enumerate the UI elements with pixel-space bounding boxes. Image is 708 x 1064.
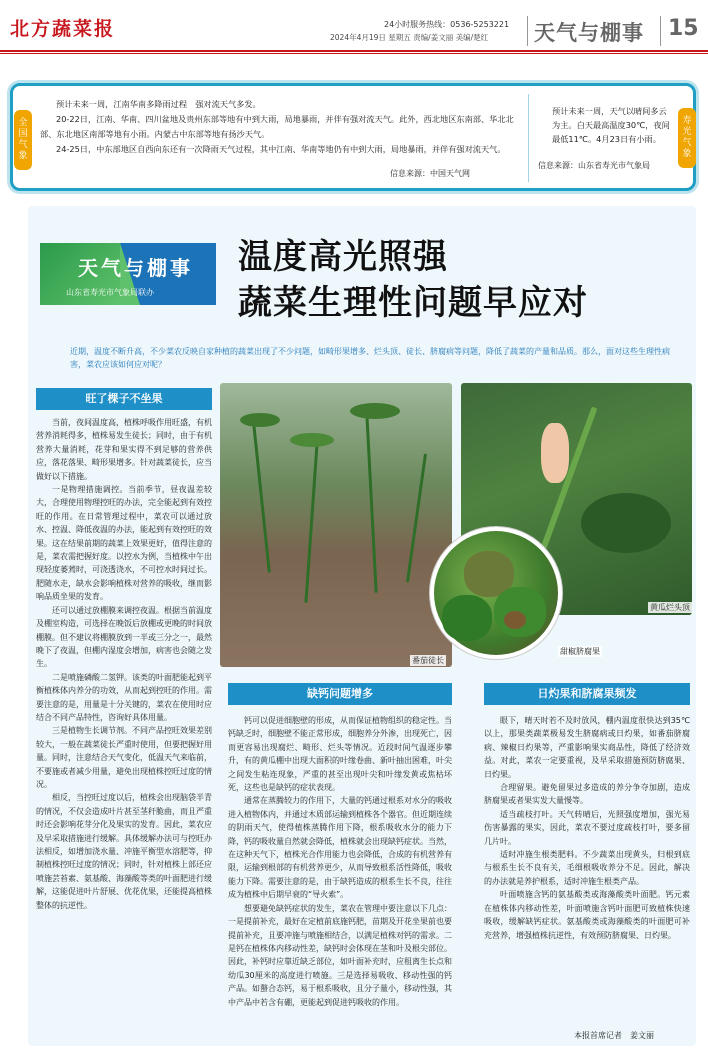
national-forecast-paragraph: 20-22日，江南、华南、四川盆地及贵州东部等地有中到大雨，局地暴雨，并伴有强对流天气。此外，西北地区东南部、华北北部、东北地区南部等地有小雨。内蒙古中东部等地有扬沙天气。 [40,114,514,139]
national-source: 信息来源：中国天气网 [390,169,470,178]
paragraph: 想要避免缺钙症状的发生，菜农在管理中要注意以下几点：一是提前补充，最好在定植前底施钙肥，苗期及开花坐果前也要提前补充，且要冲施与喷施相结合，以满足植株对钙的需求。二是钙在植株体内移动性差，缺钙时会体现在茎和叶及根尖部位。因此，补钙时应靠近缺乏部位，如叶面补充时，应租离生长点和幼瓜30厘米的高度进行喷施。三是选择易吸收、移动性强的钙产品。如螯合态钙，易于根系吸收，且分子量小，移动性强，其中产品中若含有硼，更能起到促进钙吸收的作用。 [228,903,452,1007]
local-forecast: 预计未来一周，天气以晴间多云为主。白天最高温度30℃，夜间最低11℃。4月23日有小雨。 [552,106,670,144]
column-badge-title: 天气与棚事 [78,256,193,280]
paragraph: 钙可以促进细胞壁的形成，从而保证植物组织的稳定性。当钙缺乏时，细胞壁不能正常形成，细胞养分外渗，出现死亡，因而更容易出现腐烂、畸形、烂头等情况。近段时间气温逐步攀升，有的黄瓜棚中出现大面积的叶缘卷曲、新叶抽出困难，叶尖之间发生粘连现象，严重的甚至出现叶尖和叶缘发黄或焦枯坏死，这些也是缺钙的症状表现。 [228,716,452,793]
header-divider [527,16,528,46]
paragraph: 一是物理措施调控。当前季节，昼夜温差较大，合理使用物理控旺的办法，完全能起到有效控旺的作用。在日常管理过程中，菜农可以通过放水、控温、降低夜温的办法，能起到有效控旺的效果。这在结果前期的蔬菜上效果更好，值得注意的是，菜农需把握好度。以控水为例，当植株中午出现轻度萎蔫时，可浇透浇水，不可控水时间过长。肥随水走，缺水会影响植株对营养的吸收，继而影响品质坐果的发育。 [36,485,212,602]
paragraph: 适当疏枝打叶。天气转晴后，光照强度增加，强光易伤害暴露的果实，因此，菜农不要过度疏枝打叶，要多留几片叶。 [484,809,690,846]
paragraph: 相反，当控旺过度以后，植株会出现脑袋半青的情况，不仅会造成叶片甚至茎秆脆曲，而且严重时还会影响花芽分化及果实的发育。因此，菜农应及早采取措施进行缓解。具体缓解办法可与控旺办法相反，如增加浇水量、冲施平衡型水溶肥等，抑制植株控旺过度的情况；同时，针对植株上部还应喷施芸苔素、氨基酸、海藻酸等类的叶面肥进行缓解，这能促进叶片舒展、优花优果，还能提高植株整体的抗逆性。 [36,793,212,910]
header-rule [0,53,708,54]
national-forecast [40,97,516,157]
newspaper-logo: 北方蔬菜报 [10,18,116,40]
local-source: 信息来源：山东省寿光市气象局 [538,161,650,170]
article-lead: 近期，温度不断升高，不少菜农反映自家种植的蔬菜出现了不少问题，如畸形果增多、烂头顶、徒长、脐腐病等问题，降低了蔬菜的产量和品质。那么，面对这些生理性病害，菜农应该如何应对呢？ [70,347,670,369]
header-divider [660,16,661,46]
paragraph: 叶面喷施含钙的氨基酸类或海藻酸类叶面肥。钙元素在植株体内移动性差，叶面喷施含钙叶面肥可致植株快速吸收，缓解缺钙症状。氨基酸类或海藻酸类的叶面肥可补充营养，增强植株抗逆性，有效预防脐腐果、日灼果。 [484,890,690,940]
photo-caption-3: 甜椒脐腐果 [560,647,600,656]
headline-line2: 蔬菜生理性问题早应对 [238,283,588,323]
tomato-seedling-photo [220,383,452,667]
paragraph: 合理留果。避免留果过多造成的养分争夺加剧，造成脐腐果或者果实发大量慢等。 [484,783,690,806]
paragraph: 二是喷施磷酸二氢钾。该类的叶面肥能起到平衡植株体内养分的功效，从而起到控旺的作用。需要注意的是，用量是十分关键的，菜农在使用时应结合不同产品特性，咨询好具体用量。 [36,672,212,722]
paragraph: 当前，夜间温度高，植株呼吸作用旺盛，有机营养消耗得多，植株易发生徒长；同时，由于有机营养大量消耗，花芽和果实得不到足够的营养供应，落花落果、畸形果增多。针对蔬菜徒长，应当做好以下措施。 [36,418,212,481]
page-number: 15 [668,16,699,41]
section-heading-3: 日灼果和脐腐果频发 [484,683,690,705]
headline-line1: 温度高光照强 [238,237,448,277]
section-body-2 [228,714,452,1009]
section-heading-1: 旺了棵子不坐果 [36,388,212,410]
paragraph: 眼下，晴天时若不及时放风，棚内温度很快达到35℃以上，那果类蔬菜极易发生脐腐病或日灼果，如番茄脐腐病、辣椒日灼果等，严重影响果实商品性，降低了经济效益。对此，菜农一定要重视，及早采取措施预防脐腐果、日灼果。 [484,716,690,779]
photo-caption-2: 黄瓜烂头顶 [650,603,690,612]
paragraph: 通常在蒸腾较力的作用下，大量的钙通过根系对水分的吸收进入植物体内，并通过木质部运输到植株各个器官。但近期连续的阴雨天气，使得植株蒸腾作用下降，根系吸收水分的能力下降，钙的吸收量自然就会降低，植株就会出现缺钙症状。当然，在这种天气下，植株光合作用能力也会降低，合成的有机营养有限，运输到根部的有机营养更少，从而导致根系活性降低，吸收能力下降。需要注意的是，由于缺钙造成的根系生长不良，往往成为植株中后期早衰的“导火索”。 [228,796,452,900]
national-forecast-paragraph: 24-25日，中东部地区自西向东还有一次降雨天气过程，其中江南、华南等地仍有中到大雨，局地暴雨，并伴有强对流天气。 [56,144,506,154]
paragraph: 还可以通过放棚膜来调控夜温。根据当前温度及棚室构造，可选择在晚饭后放棚或更晚的时间放棚膜。但不建议将棚膜放到一半或三分之一，最然晚下了夜温，但棚内湿度会增加，病害也会随之发生。 [36,605,212,669]
paragraph: 适时冲施生根类肥料。不少蔬菜出现黄头，归根到底与根系生长不良有关，毛细根吸收养分不足。因此，解决的办法就是养护根系，适时冲施生根类产品。 [484,850,690,886]
national-forecast-paragraph: 预计未来一周，江南华南多降雨过程 强对流天气多发。 [56,99,261,109]
dateline: 2024年4月19日 星期五 责编/姜文丽 美编/楚红 [330,33,489,42]
header-rule [0,50,708,52]
paragraph: 三是植物生长调节剂。不同产品控旺效果差别较大，一般在蔬菜徒长严重时使用，但要把握好用量。同时，注意结合天气变化，低温天气来临前，不要施或者减少用量，避免出现植株控旺过度的情况。 [36,726,212,789]
section-title: 天气与棚事 [534,21,644,45]
section-body-3 [484,714,690,942]
hotline: 24小时服务热线：0536-5253221 [384,20,510,29]
photo-caption-1: 番茄徒长 [412,656,444,665]
section-heading-2: 缺钙问题增多 [228,683,452,705]
weather-divider [528,94,529,182]
pepper-photo [434,531,558,655]
national-weather-tag: 全国气象 [14,110,32,170]
column-badge-subtitle: 山东省寿光市气象局联办 [66,288,154,297]
local-weather-tag: 寿光气象 [678,108,696,168]
byline: 本报首席记者 姜文丽 [574,1031,654,1040]
section-body-1 [36,416,212,912]
